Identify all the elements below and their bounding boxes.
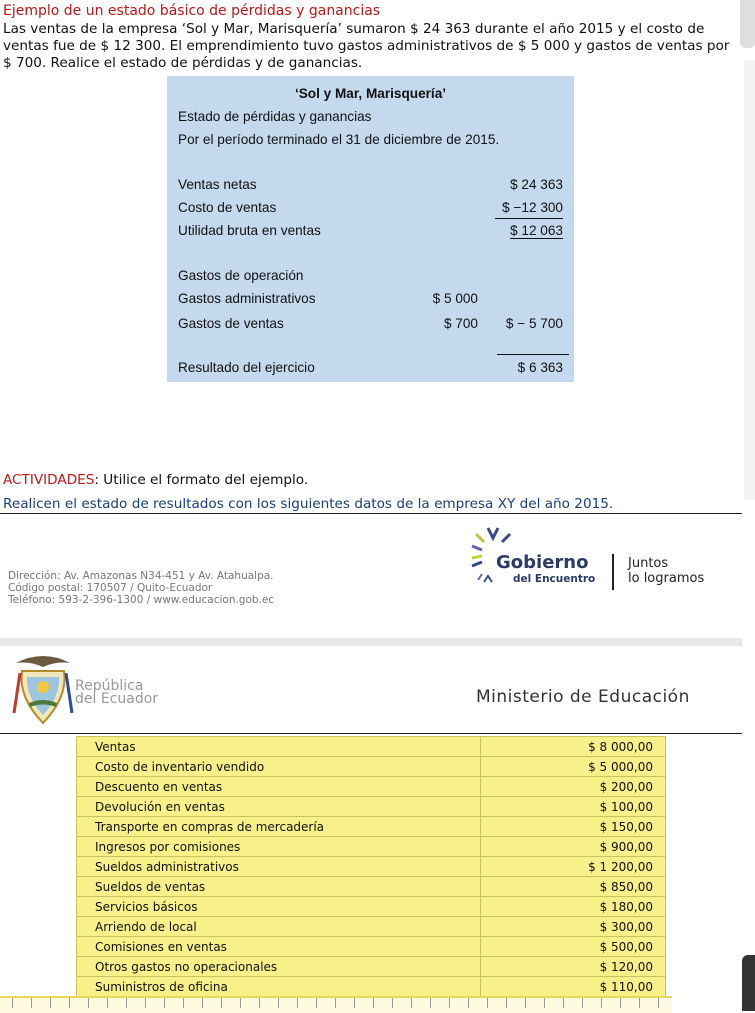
amount-cell: $ 110,00 [481, 977, 666, 997]
statement-subtitle: Estado de pérdidas y ganancias [178, 109, 372, 124]
amount-cell: $ 120,00 [481, 957, 666, 977]
concept-cell: Comisiones en ventas [77, 937, 481, 957]
ruler-tick [354, 998, 355, 1008]
table-row [77, 857, 666, 877]
net-sales-value: $ 24 363 [510, 177, 563, 192]
concept-cell: Sueldos de ventas [77, 877, 481, 897]
cost-of-sales-value: $ −12 300 [502, 200, 563, 215]
ruler-tick [126, 998, 127, 1008]
ruler-tick [69, 998, 70, 1008]
table-row [77, 957, 666, 977]
ecuador-coat-of-arms-icon [12, 653, 74, 729]
footer-address [8, 570, 274, 606]
table-row [77, 837, 666, 857]
concept-cell: Transporte en compras de mercadería [77, 817, 481, 837]
table-row [77, 757, 666, 777]
table-row [77, 777, 666, 797]
ruler-tick [392, 998, 393, 1008]
ruler-tick [430, 998, 431, 1008]
cost-of-sales-label: Costo de ventas [178, 200, 277, 215]
concept-cell: Arriendo de local [77, 917, 481, 937]
amount-cell: $ 5 000,00 [481, 757, 666, 777]
ruler-tick [563, 998, 564, 1008]
concept-cell: Costo de inventario vendido [77, 757, 481, 777]
ruler-tick [221, 998, 222, 1008]
table-row [77, 817, 666, 837]
concept-cell: Devolución en ventas [77, 797, 481, 817]
statement-period: Por el período terminado el 31 de diciembre de 2015. [178, 132, 500, 147]
gross-profit-line [495, 218, 563, 219]
ruler-tick [658, 998, 659, 1008]
table-row [77, 917, 666, 937]
result-label: Resultado del ejercicio [178, 360, 315, 375]
amount-cell: $ 1 200,00 [481, 857, 666, 877]
logo-divider [612, 554, 614, 590]
sales-expenses-value: $ 700 [443, 316, 478, 331]
table-row [77, 797, 666, 817]
divider [0, 513, 742, 514]
ruler-tick [316, 998, 317, 1008]
gross-profit-label: Utilidad bruta en ventas [178, 223, 321, 238]
ruler-tick [468, 998, 469, 1008]
amount-cell: $ 900,00 [481, 837, 666, 857]
gobierno-wordmark: Gobierno [496, 552, 589, 573]
table-row [77, 937, 666, 957]
ruler-tick [240, 998, 241, 1008]
concept-cell: Descuento en ventas [77, 777, 481, 797]
scroll-handle-bottom[interactable] [742, 955, 755, 1011]
concept-cell: Servicios básicos [77, 897, 481, 917]
ruler-tick [620, 998, 621, 1008]
ruler-tick [582, 998, 583, 1008]
ruler-tick [107, 998, 108, 1008]
net-sales-label: Ventas netas [178, 177, 257, 192]
table-row [77, 737, 666, 757]
concept-cell: Ingresos por comisiones [77, 837, 481, 857]
scrollbar-track[interactable] [744, 60, 755, 500]
gobierno-subtitle: del Encuentro [513, 573, 596, 585]
ruler-tick [506, 998, 507, 1008]
ruler-tick [335, 998, 336, 1008]
concept-cell: Suministros de oficina [77, 977, 481, 997]
concept-cell: Otros gastos no operacionales [77, 957, 481, 977]
gross-profit-value: $ 12 063 [510, 223, 563, 238]
ruler-tick [487, 998, 488, 1008]
sales-expenses-label: Gastos de ventas [178, 316, 284, 331]
ruler-tick [88, 998, 89, 1008]
ruler-tick [202, 998, 203, 1008]
ruler-tick [145, 998, 146, 1008]
ruler-tick [544, 998, 545, 1008]
ruler-tick [50, 998, 51, 1008]
republica-label: República [75, 678, 144, 694]
ruler-tick [449, 998, 450, 1008]
ruler-tick [639, 998, 640, 1008]
table-row [77, 897, 666, 917]
activities-task: Realicen el estado de resultados con los siguientes datos de la empresa XY del año 2015. [3, 496, 614, 512]
amount-cell: $ 150,00 [481, 817, 666, 837]
company-data-table [76, 736, 666, 997]
example-body: Las ventas de la empresa ‘Sol y Mar, Marisquería’ sumaron $ 24 363 durante el año 2015 y el costo de ventas fue de $ 12 300. El emprendimiento tuvo gastos administrativos de $ 5 000 y gastos de ventas por $ 700. Realice el estado de pérdidas y de ganancias. [3, 21, 730, 71]
amount-cell: $ 300,00 [481, 917, 666, 937]
company-name: ‘Sol y Mar, Marisquería’ [294, 86, 447, 101]
slogan-line-1: Juntos [628, 556, 669, 571]
amount-cell: $ 200,00 [481, 777, 666, 797]
income-statement-card [167, 76, 574, 382]
ruler-tick [525, 998, 526, 1008]
ruler-tick [297, 998, 298, 1008]
ruler-tick [31, 998, 32, 1008]
amount-cell: $ 850,00 [481, 877, 666, 897]
ruler-tick [601, 998, 602, 1008]
amount-cell: $ 180,00 [481, 897, 666, 917]
scroll-handle-top[interactable] [740, 0, 755, 48]
slogan-line-2: lo logramos [628, 571, 705, 586]
result-line [497, 354, 569, 355]
operating-expenses-heading: Gastos de operación [178, 268, 304, 283]
divider [0, 733, 742, 734]
activities-instruction: : Utilice el formato del ejemplo. [94, 472, 309, 488]
ruler-tick [259, 998, 260, 1008]
address-line-1: Dirección: Av. Amazonas N34-451 y Av. Atahualpa. [8, 570, 274, 582]
table-row [77, 877, 666, 897]
ruler-tick [278, 998, 279, 1008]
amount-cell: $ 100,00 [481, 797, 666, 817]
address-line-2: Código postal: 170507 / Quito-Ecuador [8, 582, 213, 594]
ruler-tick [12, 998, 13, 1008]
ruler-tick [164, 998, 165, 1008]
operating-expenses-total: $ − 5 700 [505, 316, 563, 331]
ruler-tick [373, 998, 374, 1008]
ruler-tick [183, 998, 184, 1008]
activities-label: ACTIVIDADES [3, 472, 95, 488]
concept-cell: Sueldos administrativos [77, 857, 481, 877]
address-line-3: Teléfono: 593-2-396-1300 / www.educacion.gob.ec [8, 594, 275, 606]
admin-expenses-value: $ 5 000 [432, 291, 478, 306]
activities-heading [3, 472, 308, 488]
result-value: $ 6 363 [517, 360, 563, 375]
del-ecuador-label: del Ecuador [75, 691, 159, 707]
table-body [77, 737, 666, 997]
page-break-band [0, 638, 742, 646]
ruler-strip [0, 996, 672, 1013]
concept-cell: Ventas [77, 737, 481, 757]
amount-cell: $ 8 000,00 [481, 737, 666, 757]
amount-cell: $ 500,00 [481, 937, 666, 957]
ruler-tick [411, 998, 412, 1008]
table-row [77, 977, 666, 997]
example-title: Ejemplo de un estado básico de pérdidas y ganancias [3, 3, 381, 19]
ministry-name: Ministerio de Educación [476, 687, 690, 707]
admin-expenses-label: Gastos administrativos [178, 291, 316, 306]
